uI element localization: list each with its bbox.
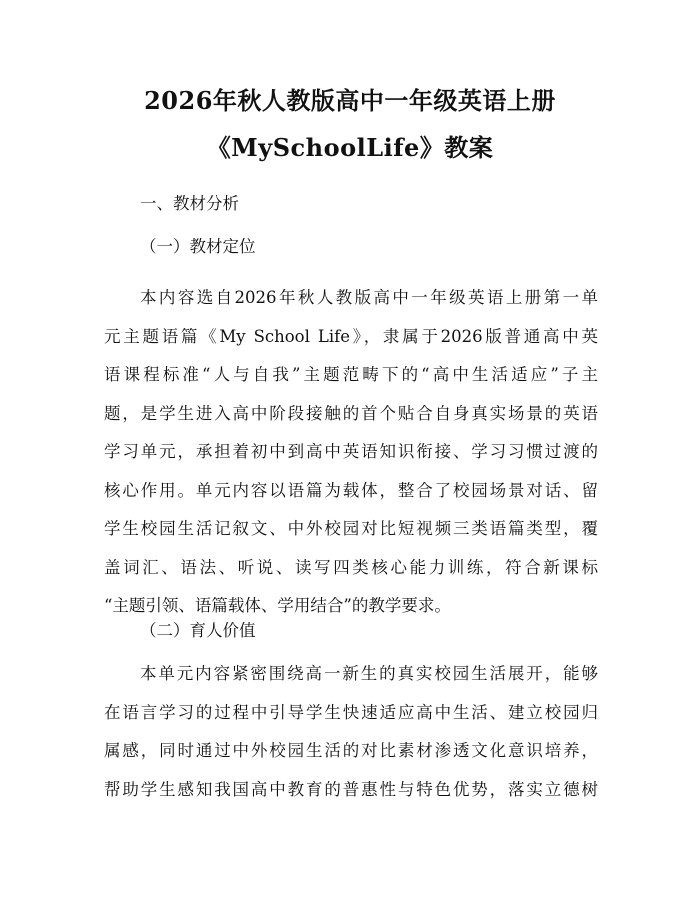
paragraph-line: 属感，同时通过中外校园生活的对比素材渗透文化意识培养， <box>104 741 598 760</box>
paragraph-line: 学生校园生活记叙文、中外校园对比短视频三类语篇类型，覆 <box>104 519 598 538</box>
paragraph-line: 核心作用。单元内容以语篇为载体，整合了校园场景对话、留 <box>104 480 598 500</box>
paragraph-line: 本单元内容紧密围绕高一新生的真实校园生活展开，能够 <box>140 664 598 683</box>
paragraph-educational-value <box>104 663 598 817</box>
subsection-heading-educational-value: （二）育人价值 <box>140 621 256 640</box>
paragraph-line: 在语言学习的过程中引导学生快速适应高中生活、建立校园归 <box>104 702 598 722</box>
paragraph-line: 语课程标准“人与自我”主题范畴下的“高中生活适应”子主 <box>104 365 598 384</box>
document-title-line-1: 2026年秋人教版高中一年级英语上册 <box>144 86 556 115</box>
paragraph-positioning <box>104 287 598 634</box>
subsection-heading-positioning: （一）教材定位 <box>140 237 256 256</box>
paragraph-line: 本内容选自2026年秋人教版高中一年级英语上册第一单 <box>140 288 598 307</box>
paragraph-line: 元主题语篇《My School Life》，隶属于2026版普通高中英 <box>104 326 598 346</box>
paragraph-line: 帮助学生感知我国高中教育的普惠性与特色优势，落实立德树 <box>104 779 598 799</box>
document-title-line-2: 《MySchoolLife》教案 <box>206 133 494 162</box>
paragraph-line: “主题引领、语篇载体、学用结合”的教学要求。 <box>104 596 451 615</box>
paragraph-line: 盖词汇、语法、听说、读写四类核心能力训练，符合新课标 <box>104 557 598 577</box>
paragraph-line: 题，是学生进入高中阶段接触的首个贴合自身真实场景的英语 <box>104 403 598 423</box>
section-heading-textbook-analysis: 一、教材分析 <box>140 194 239 213</box>
paragraph-line: 学习单元，承担着初中到高中英语知识衔接、学习习惯过渡的 <box>104 442 598 461</box>
